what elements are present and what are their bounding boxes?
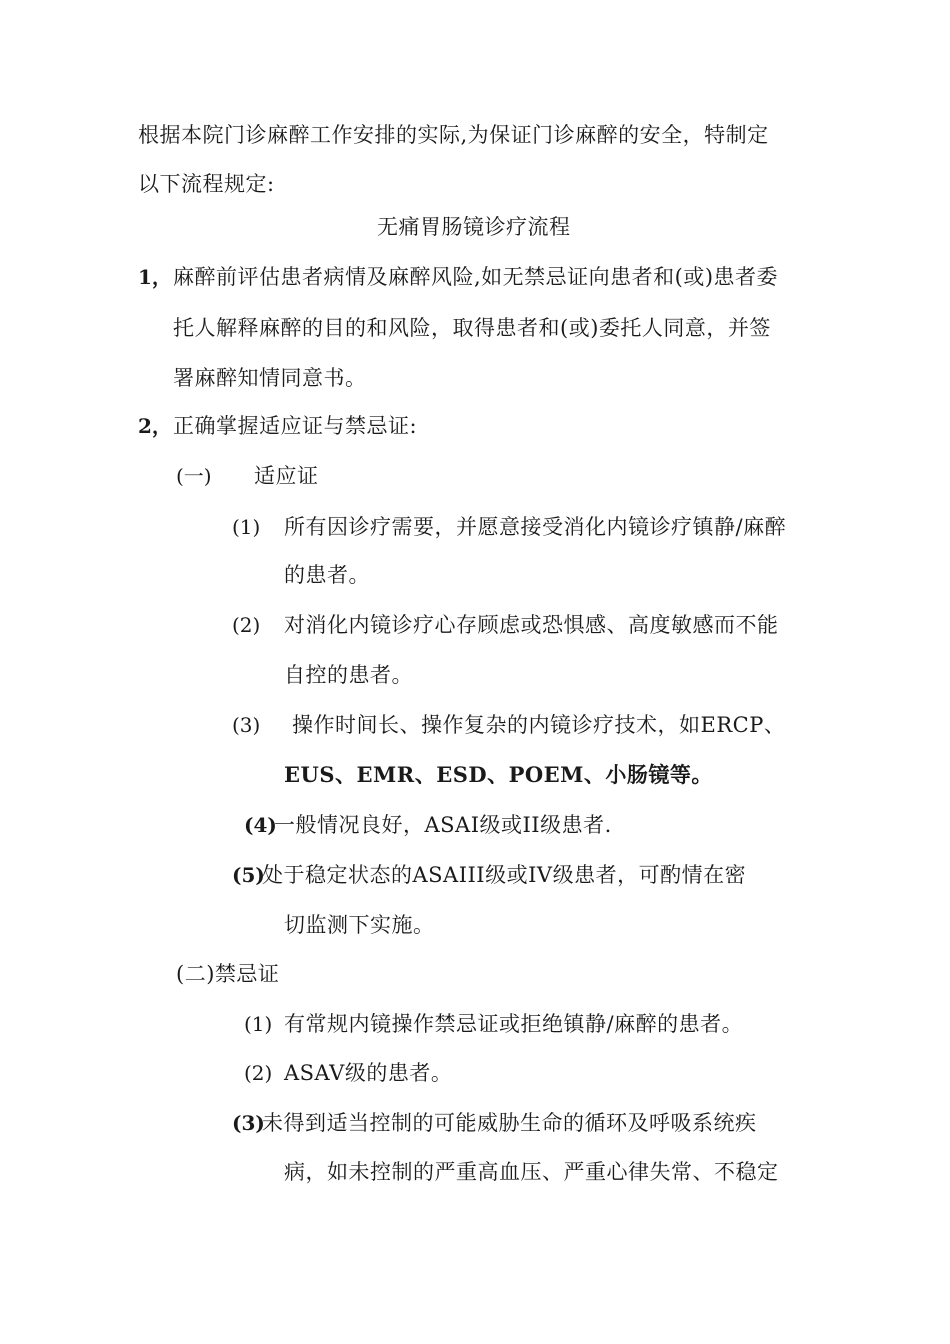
indication-5-line-2: 切监测下实施。: [284, 913, 435, 937]
indication-3-line-1: 操作时间长、操作复杂的内镜诊疗技术，如ERCP、: [292, 713, 786, 737]
contraindication-1-line-1: 有常规内镜操作禁忌证或拒绝镇静/麻醉的患者。: [284, 1012, 744, 1036]
contraindication-3-line-2: 病，如未控制的严重高血压、严重心律失常、不稳定: [284, 1160, 779, 1184]
indication-1-line-1: 所有因诊疗需要，并愿意接受消化内镜诊疗镇静/麻醉: [284, 515, 787, 539]
contraindication-1-marker: (1): [244, 1012, 273, 1036]
contraindication-3-marker: (3): [232, 1111, 265, 1135]
contraindication-2-line-1: ASAV级的患者。: [284, 1061, 453, 1085]
indication-2-line-1: 对消化内镜诊疗心存顾虑或恐惧感、高度敏感而不能: [284, 613, 779, 637]
indications-heading: 适应证: [254, 464, 319, 488]
item-2-text: 正确掌握适应证与禁忌证:: [173, 414, 418, 438]
item-1-number: 1，: [138, 265, 172, 289]
indication-1-marker: (1): [232, 515, 261, 539]
document-title: 无痛胃肠镜诊疗流程: [377, 215, 571, 239]
intro-line-1: 根据本院门诊麻醉工作安排的实际,为保证门诊麻醉的安全，特制定: [138, 123, 769, 147]
indication-3-line-2: EUS、EMR、ESD、POEM、小肠镜等。: [284, 762, 713, 787]
indication-5-marker: (5): [232, 863, 265, 887]
indication-2-line-2: 自控的患者。: [284, 663, 413, 687]
item-1-line-3: 署麻醉知情同意书。: [173, 366, 367, 390]
indications-marker: (一): [176, 464, 212, 488]
contraindications-heading: (二)禁忌证: [176, 962, 280, 986]
item-1-line-1: 麻醉前评估患者病情及麻醉风险,如无禁忌证向患者和(或)患者委: [173, 265, 779, 289]
contraindication-2-marker: (2): [244, 1061, 273, 1085]
contraindication-3-line-1: 未得到适当控制的可能威胁生命的循环及呼吸系统疾: [262, 1111, 757, 1135]
indication-4-marker: (4): [244, 813, 277, 837]
indication-2-marker: (2): [232, 613, 261, 637]
intro-line-2: 以下流程规定:: [138, 172, 275, 196]
indication-4-line-1: 一般情况良好，ASAI级或II级患者.: [274, 813, 612, 837]
indication-1-line-2: 的患者。: [284, 563, 370, 587]
item-2-number: 2，: [138, 414, 172, 438]
indication-5-line-1: 处于稳定状态的ASAIII级或IV级患者，可酌情在密: [262, 863, 747, 887]
item-1-line-2: 托人解释麻醉的目的和风险，取得患者和(或)委托人同意，并签: [173, 316, 771, 340]
indication-3-marker: (3): [232, 713, 261, 737]
